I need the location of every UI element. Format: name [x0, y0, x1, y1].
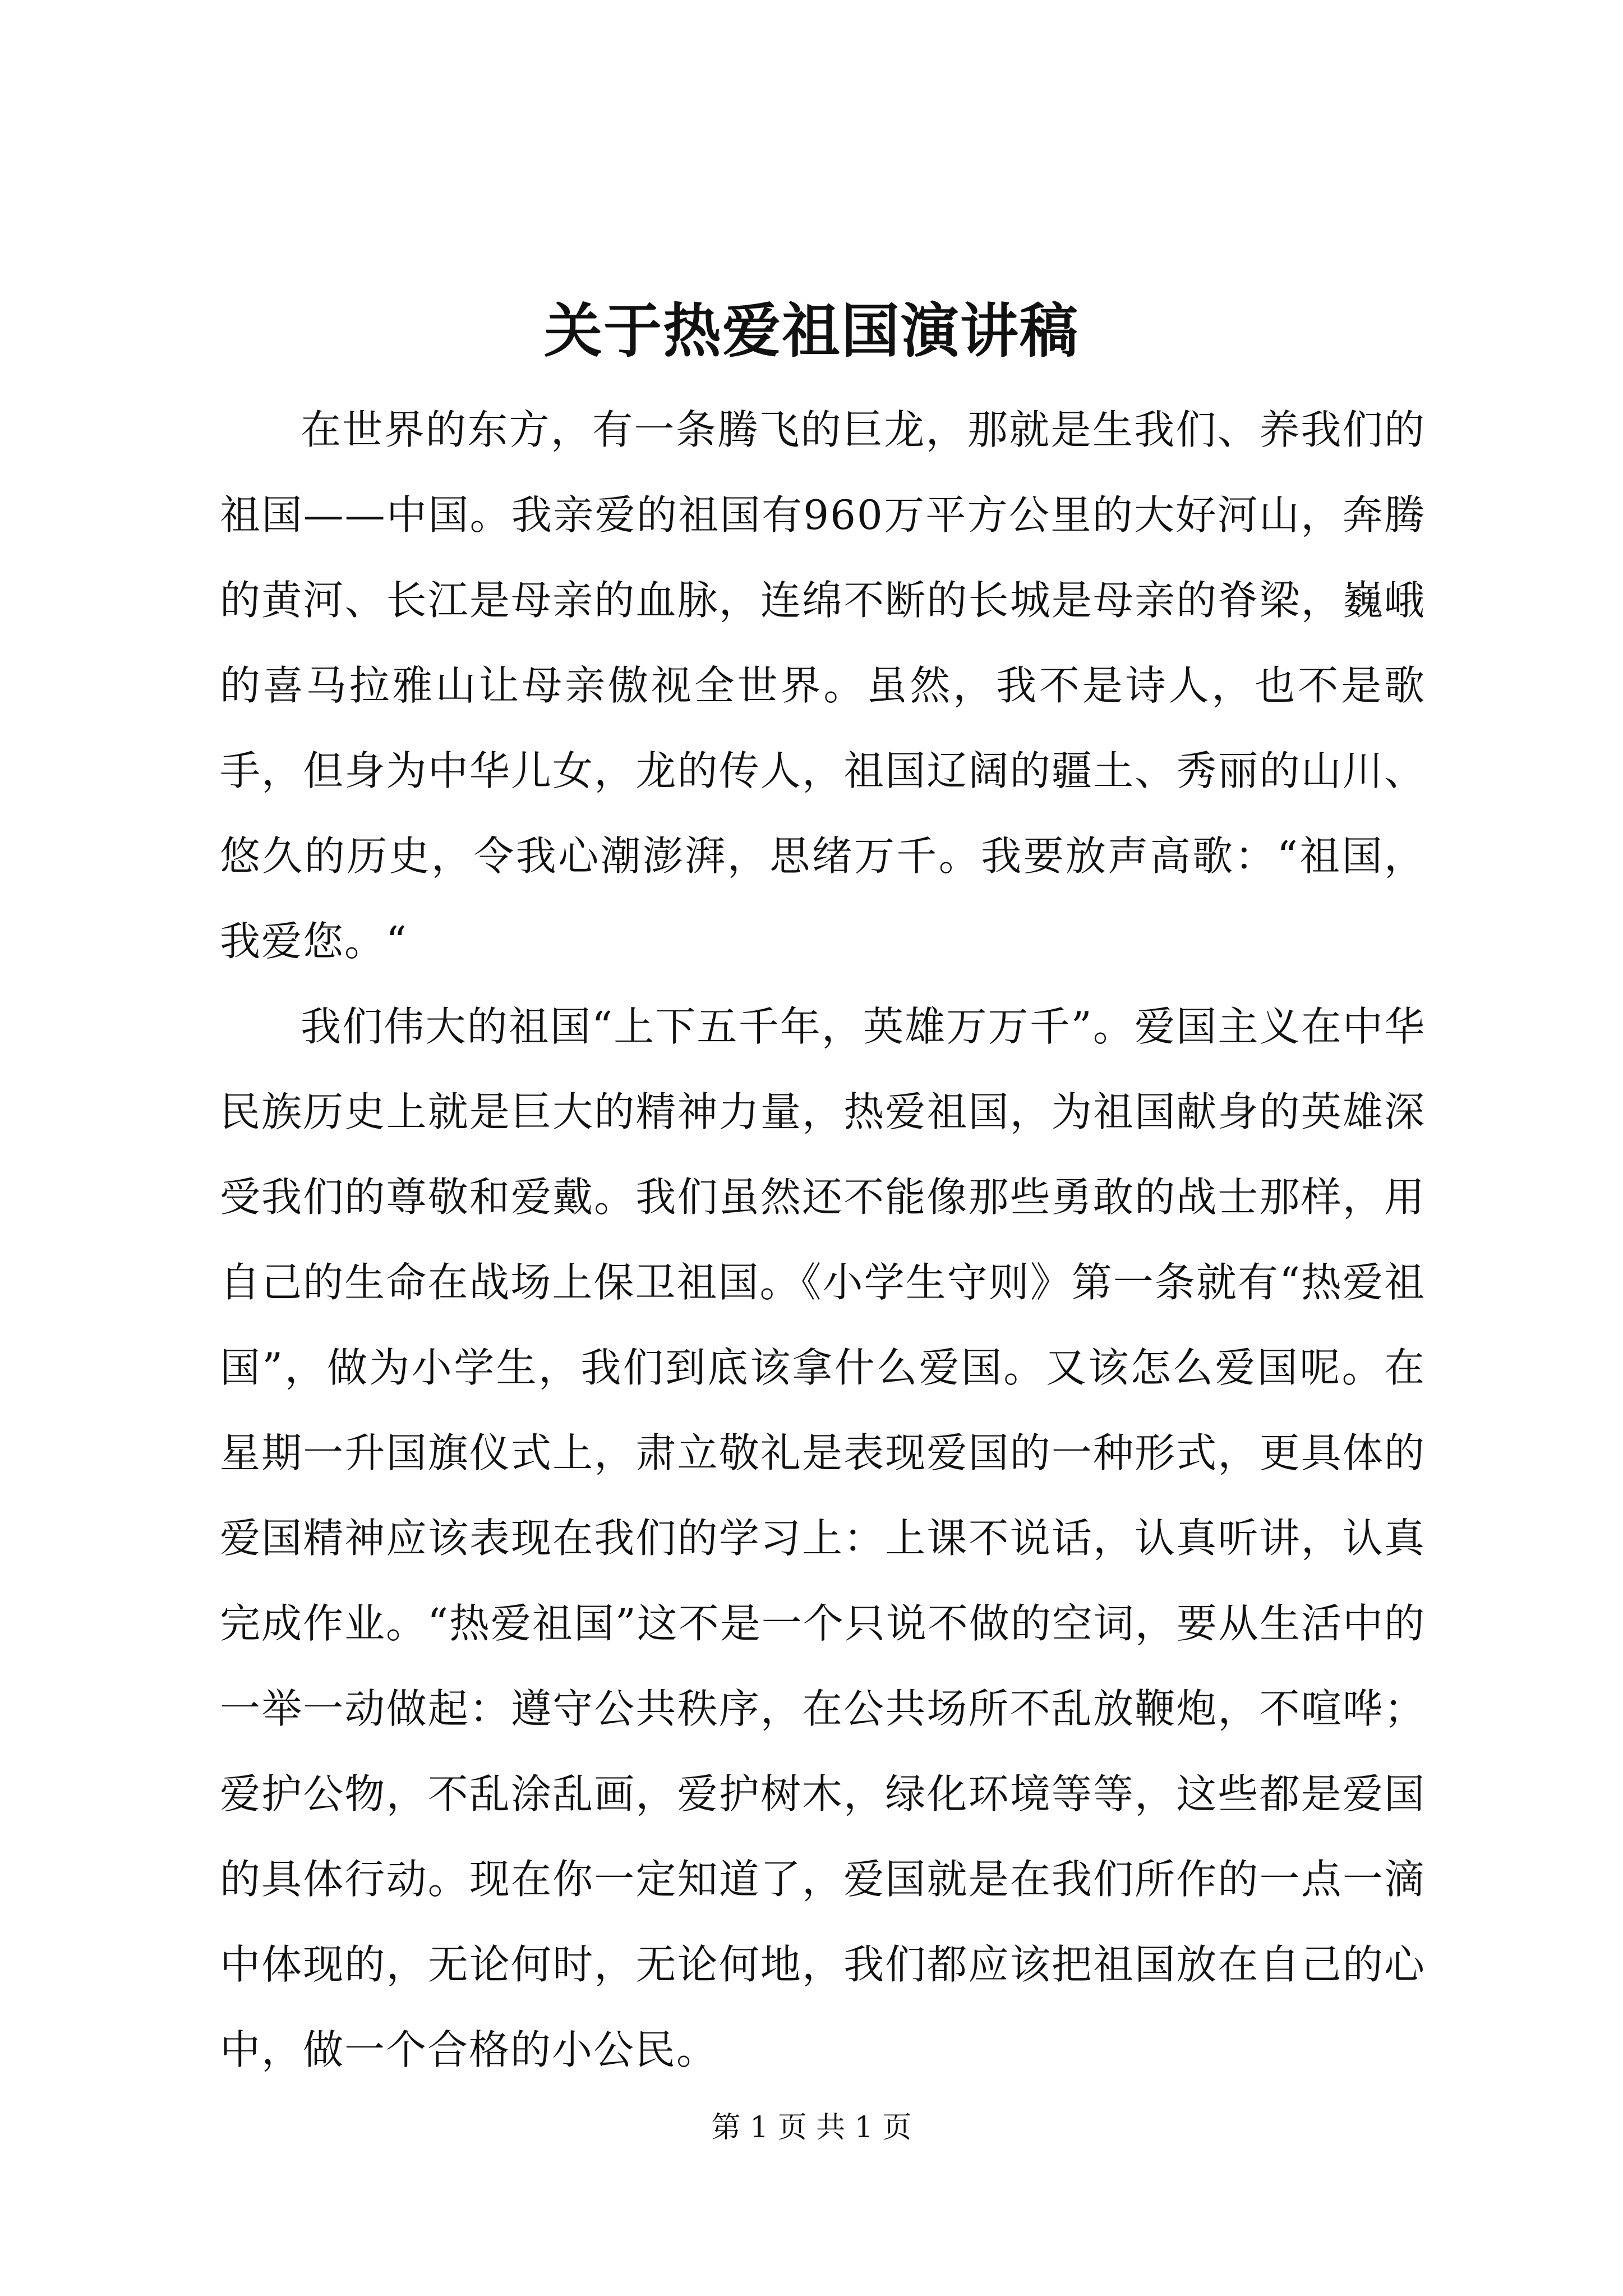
paragraph-2: 我们伟大的祖国“上下五千年，英雄万万千”。爱国主义在中华民族历史上就是巨大的精神力量，热爱祖国，为祖国献身的英雄深受我们的尊敬和爱戴。我们虽然还不能像那些勇敢的战士那样，用自己的生命在战场上保卫祖国。《小学生守则》第一条就有“热爱祖国”，做为小学生，我们到底该拿什么爱国。又该怎么爱国呢。在星期一升国旗仪式上，肃立敬礼是表现爱国的一种形式，更具体的爱国精神应该表现在我们的学习上：上课不说话，认真听讲，认真完成作业。“热爱祖国”这不是一个只说不做的空词，要从生活中的一举一动做起：遵守公共秩序，在公共场所不乱放鞭炮，不喧哗；爱护公物，不乱涂乱画，爱护树木，绿化环境等等，这些都是爱国的具体行动。现在你一定知道了，爱国就是在我们所作的一点一滴中体现的，无论何时，无论何地，我们都应该把祖国放在自己的心中，做一个合格的小公民。 [220, 1003, 1426, 2073]
document-body [220, 387, 1426, 2092]
page-number-footer: 第 1 页 共 1 页 [711, 2111, 912, 2145]
document-title: 关于热爱祖国演讲稿 [543, 296, 1079, 365]
paragraph-1: 在世界的东方，有一条腾飞的巨龙，那就是生我们、养我们的祖国——中国。我亲爱的祖国有960万平方公里的大好河山，奔腾的黄河、长江是母亲的血脉，连绵不断的长城是母亲的脊梁，巍峨的喜马拉雅山让母亲傲视全世界。虽然，我不是诗人，也不是歌手，但身为中华儿女，龙的传人，祖国辽阔的疆土、秀丽的山川、悠久的历史，令我心潮澎湃，思绪万千。我要放声高歌：“祖国，我爱您。“ [220, 406, 1426, 965]
